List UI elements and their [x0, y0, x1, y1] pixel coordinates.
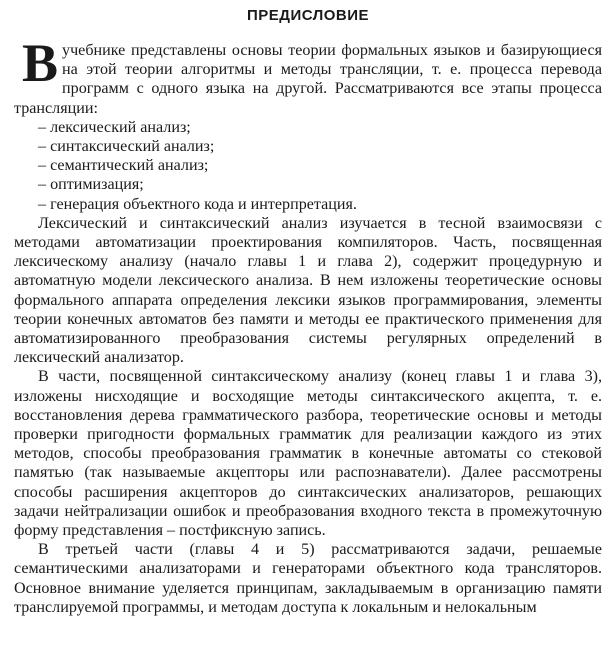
list-item: – генерация объектного кода и интерпретация.	[38, 195, 357, 213]
list-item: – лексический анализ;	[38, 118, 191, 136]
drop-cap: В	[22, 33, 59, 93]
semantic-analysis-paragraph: В третьей части (главы 4 и 5) рассматриваются задачи, решаемые семантическими анализаторами и генераторами объектного кода трансляторов. Основное внимание уделяется принципам, закладываемым в организацию памяти транслируемой программы, и методам доступа к локальным и нелокальным	[14, 541, 602, 616]
list-item: – оптимизация;	[38, 176, 144, 194]
list-item: – синтаксический анализ;	[38, 138, 215, 156]
list-item: – семантический анализ;	[38, 157, 209, 175]
translation-stages-list	[14, 118, 602, 214]
intro-paragraph	[14, 33, 602, 118]
intro-text: учебнике представлены основы теории формальных языков и базирующиеся на этой теории алгоритмы и методы трансляции, т. е. процесса перевода программ с одного языка на другой. Рассматриваются все этапы процесса трансляции:	[14, 42, 602, 117]
preface-page	[14, 6, 602, 617]
lexical-analysis-paragraph: Лексический и синтаксический анализ изучается в тесной взаимосвязи с методами автоматизации проектирования компиляторов. Часть, посвященная лексическому анализу (начало главы 1 и глава 2), содержит процедурную и автоматную модели лексического анализа. В нем изложены теоретические основы формального аппарата определения лексики языков программирования, элементы теории конечных автоматов без памяти и методы ее практического применения для автоматизированного преобразования системы регулярных определений в лексический анализатор.	[14, 214, 602, 367]
syntax-analysis-paragraph: В части, посвященной синтаксическому анализу (конец главы 1 и глава 3), изложены нисходящие и восходящие методы синтаксического акцепта, т. е. восстановления дерева грамматического разбора, теоретические основы и методы проверки пригодности формальных грамматик для реализации каждого из этих методов, способы преобразования грамматик в конечные автоматы со стековой памятью (так называемые акцепторы или распознаватели). Далее рассмотрены способы расширения акцепторов до синтаксических анализаторов, решающих задачи нейтрализации ошибок и преобразования входного текста в промежуточную форму представления – постфиксную запись.	[14, 368, 602, 540]
page-title: ПРЕДИСЛОВИЕ	[246, 7, 370, 24]
